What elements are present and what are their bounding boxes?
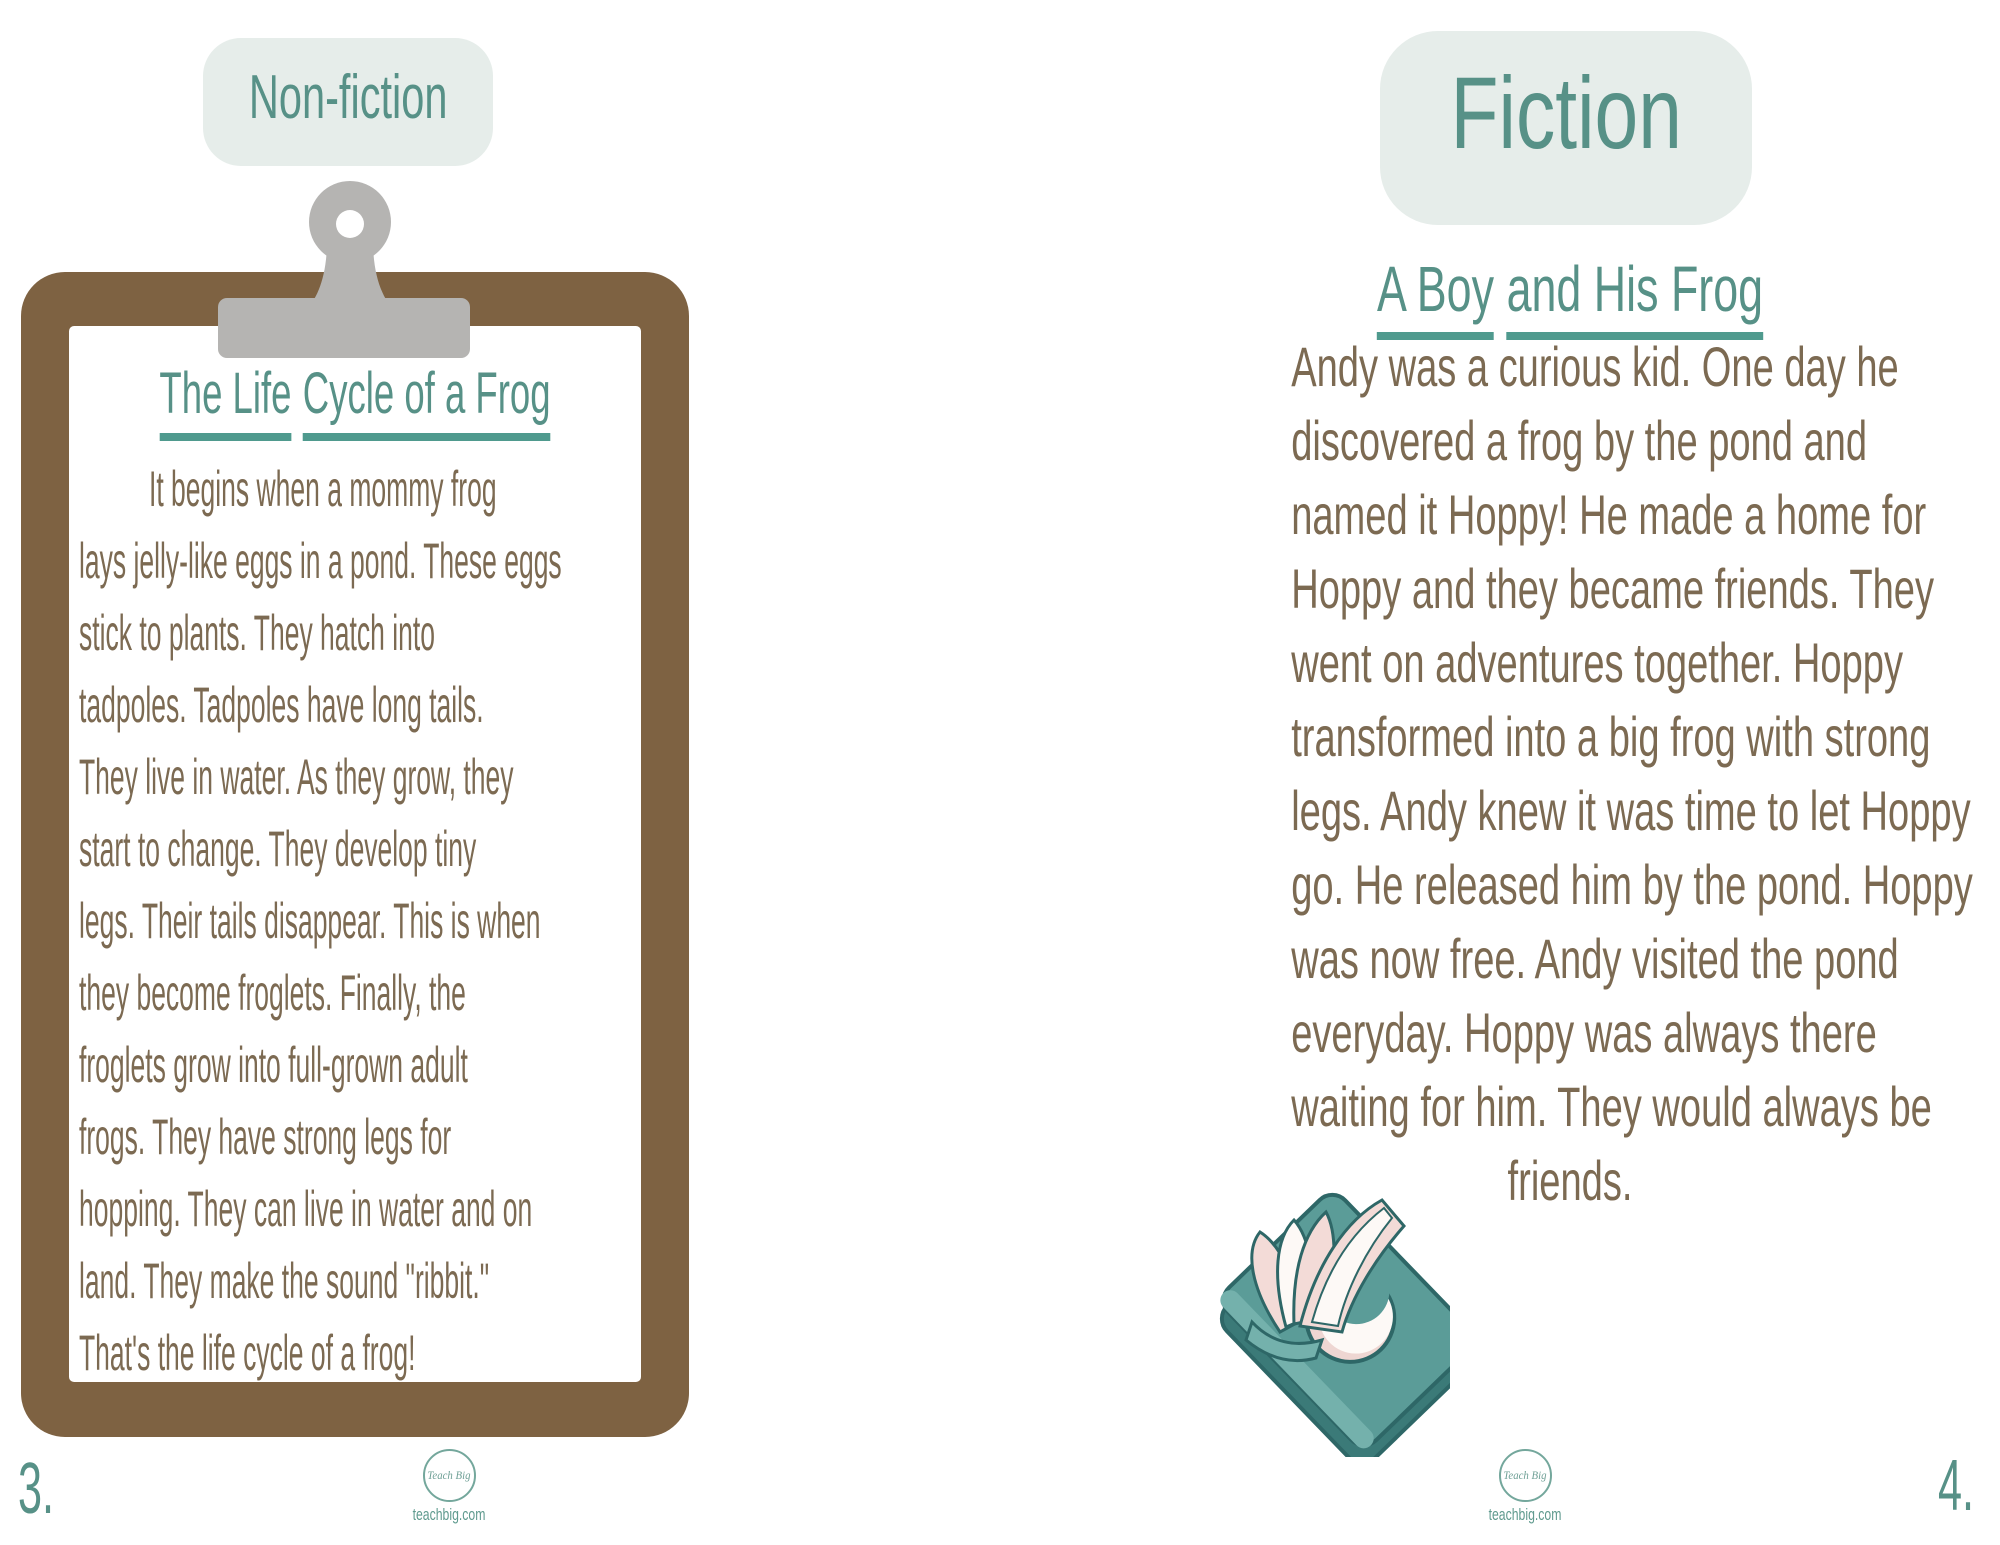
story-line: went on adventures together. Hoppy xyxy=(1291,631,1904,694)
story-line: friends. xyxy=(1507,1149,1633,1212)
story-line: they become froglets. Finally, the xyxy=(79,965,466,1021)
right-story-title xyxy=(1290,252,1850,340)
story-line: tadpoles. Tadpoles have long tails. xyxy=(79,677,484,733)
story-line: froglets grow into full-grown adult xyxy=(79,1037,468,1093)
story-line: legs. Their tails disappear. This is when xyxy=(79,893,541,949)
page-number: 4. xyxy=(1938,1446,1975,1526)
book-with-moon-icon xyxy=(1200,1172,1450,1457)
right-story-title-part1: A Boy xyxy=(1377,252,1494,340)
story-line: hopping. They can live in water and on xyxy=(79,1181,533,1237)
story-line: That's the life cycle of a frog! xyxy=(79,1325,416,1381)
website-text: teachbig.com xyxy=(1488,1505,1562,1524)
clipboard-clip-icon xyxy=(210,150,490,360)
story-line: They live in water. As they grow, they xyxy=(79,749,514,805)
fiction-label: Fiction xyxy=(1450,55,1682,170)
teachbig-logo-circle-icon xyxy=(423,1449,476,1502)
page-number: 3. xyxy=(18,1449,55,1529)
teachbig-logo xyxy=(387,1449,511,1525)
teachbig-logo xyxy=(1463,1449,1587,1525)
story-line: lays jelly-like eggs in a pond. These eggs xyxy=(79,533,562,589)
left-story-title xyxy=(159,360,551,441)
story-line: transformed into a big frog with strong xyxy=(1291,705,1931,768)
nonfiction-badge xyxy=(203,38,493,166)
left-story-body xyxy=(69,453,641,1389)
story-line: everyday. Hoppy was always there xyxy=(1291,1001,1877,1064)
clipboard xyxy=(21,272,689,1437)
story-line: It begins when a mommy frog xyxy=(148,461,497,517)
story-line: named it Hoppy! He made a home for xyxy=(1291,483,1927,546)
left-story-title-part1: The Life xyxy=(159,360,291,441)
teachbig-logo-circle-icon xyxy=(1499,1449,1552,1502)
story-line: land. They make the sound "ribbit." xyxy=(79,1253,490,1309)
left-story-title-part2: Cycle of a Frog xyxy=(303,360,551,441)
story-line: start to change. They develop tiny xyxy=(79,821,477,877)
story-line: Andy was a curious kid. One day he xyxy=(1291,335,1899,398)
nonfiction-label: Non-fiction xyxy=(248,62,448,132)
teachbig-logo-text: Teach Big xyxy=(1503,1468,1547,1482)
fiction-badge xyxy=(1380,31,1752,225)
story-line: go. He released him by the pond. Hoppy xyxy=(1291,853,1973,916)
story-line: Hoppy and they became friends. They xyxy=(1291,557,1935,620)
clipboard-paper xyxy=(69,326,641,1382)
story-line: frogs. They have strong legs for xyxy=(79,1109,452,1165)
right-story-title-part2: and His Frog xyxy=(1507,252,1763,340)
story-line: waiting for him. They would always be xyxy=(1291,1075,1932,1138)
teachbig-logo-text: Teach Big xyxy=(427,1468,471,1482)
story-line: was now free. Andy visited the pond xyxy=(1291,927,1899,990)
story-line: stick to plants. They hatch into xyxy=(79,605,435,661)
story-line: legs. Andy knew it was time to let Hoppy xyxy=(1291,779,1971,842)
right-story-body xyxy=(1160,330,1980,1218)
story-line: discovered a frog by the pond and xyxy=(1291,409,1868,472)
website-text: teachbig.com xyxy=(412,1505,486,1524)
